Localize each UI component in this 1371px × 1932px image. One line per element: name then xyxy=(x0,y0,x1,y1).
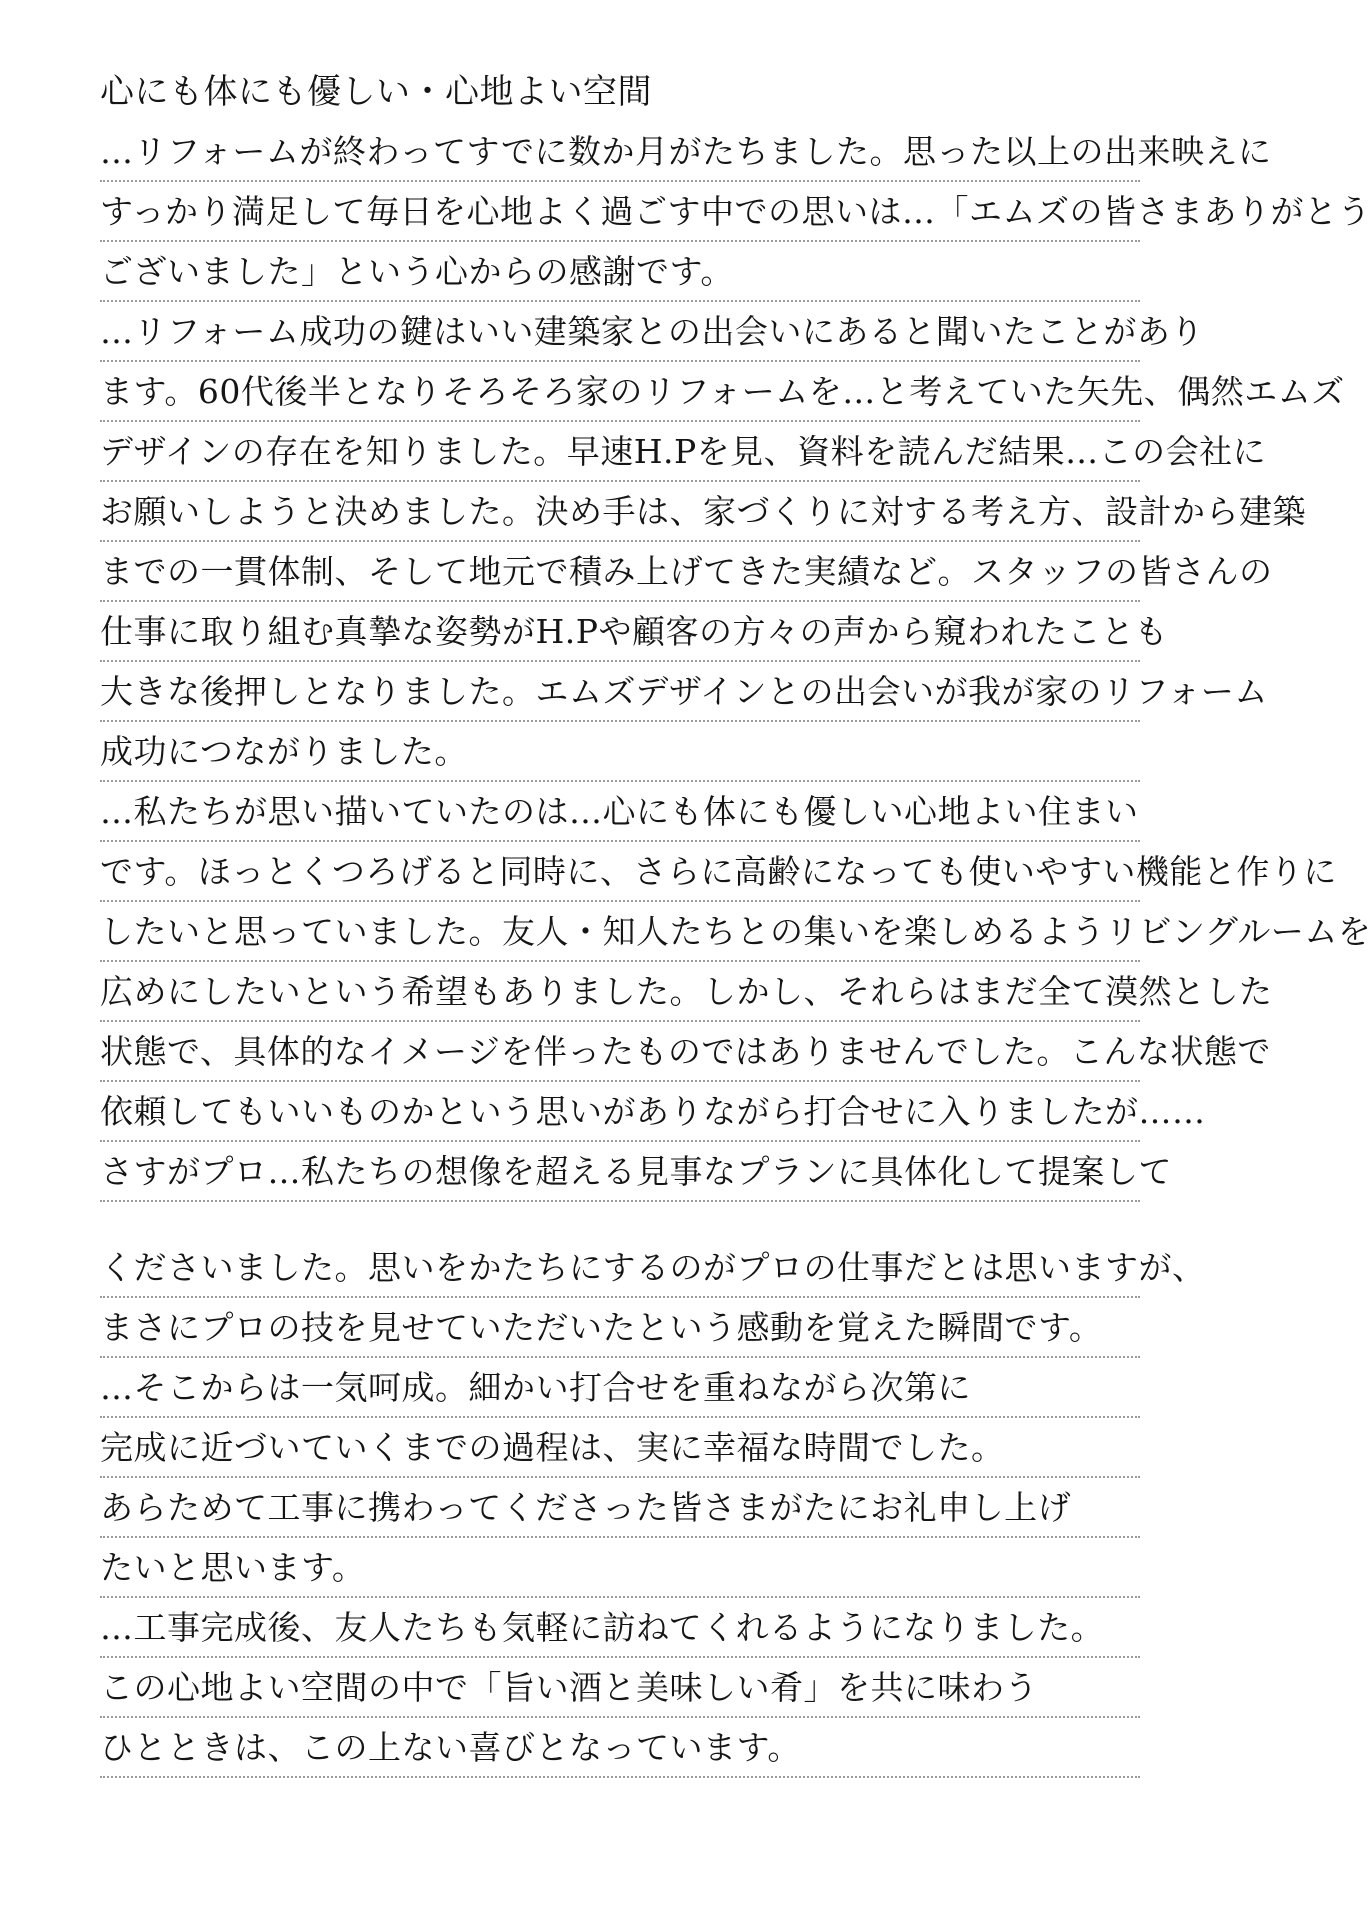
letter-line: ひとときは、この上ない喜びとなっています。 xyxy=(100,1718,1140,1778)
letter-line: したいと思っていました。友人・知人たちとの集いを楽しめるようリビングルームを xyxy=(100,902,1140,962)
letter-line: です。ほっとくつろげると同時に、さらに高齢になっても使いやすい機能と作りに xyxy=(100,842,1140,902)
letter-line: まさにプロの技を見せていただいたという感動を覚えた瞬間です。 xyxy=(100,1298,1140,1358)
letter-line: までの一貫体制、そして地元で積み上げてきた実績など。スタッフの皆さんの xyxy=(100,542,1140,602)
letter-line: 状態で、具体的なイメージを伴ったものではありませんでした。こんな状態で xyxy=(100,1022,1140,1082)
letter-line: あらためて工事に携わってくださった皆さまがたにお礼申し上げ xyxy=(100,1478,1140,1538)
letter-line: さすがプロ…私たちの想像を超える見事なプランに具体化して提案して xyxy=(100,1142,1140,1202)
letter-line: 仕事に取り組む真摯な姿勢がH.Pや顧客の方々の声から窺われたことも xyxy=(100,602,1140,662)
letter-line: ございました」という心からの感謝です。 xyxy=(100,242,1140,302)
letter-line: くださいました。思いをかたちにするのがプロの仕事だとは思いますが、 xyxy=(100,1238,1140,1298)
letter-line: …工事完成後、友人たちも気軽に訪ねてくれるようになりました。 xyxy=(100,1598,1140,1658)
letter-line: …私たちが思い描いていたのは…心にも体にも優しい心地よい住まい xyxy=(100,782,1140,842)
letter-line: …リフォームが終わってすでに数か月がたちました。思った以上の出来映えに xyxy=(100,122,1140,182)
letter-line: お願いしようと決めました。決め手は、家づくりに対する考え方、設計から建築 xyxy=(100,482,1140,542)
letter-line: すっかり満足して毎日を心地よく過ごす中での思いは…「エムズの皆さまありがとう xyxy=(100,182,1140,242)
letter-line: たいと思います。 xyxy=(100,1538,1140,1598)
letter-section-two xyxy=(100,1238,1206,1778)
letter-section-one xyxy=(100,62,1371,1202)
letter-title: 心にも体にも優しい・心地よい空間 xyxy=(100,72,652,112)
letter-line: …そこからは一気呵成。細かい打合せを重ねながら次第に xyxy=(100,1358,1140,1418)
letter-line: デザインの存在を知りました。早速H.Pを見、資料を読んだ結果…この会社に xyxy=(100,422,1140,482)
letter-line: 大きな後押しとなりました。エムズデザインとの出会いが我が家のリフォーム xyxy=(100,662,1140,722)
letter-line: 広めにしたいという希望もありました。しかし、それらはまだ全て漠然とした xyxy=(100,962,1140,1022)
letter-line: 依頼してもいいものかという思いがありながら打合せに入りましたが…… xyxy=(100,1082,1140,1142)
letter-line: ます。60代後半となりそろそろ家のリフォームを…と考えていた矢先、偶然エムズ xyxy=(100,362,1140,422)
letter-line: 成功につながりました。 xyxy=(100,722,1140,782)
letter-line: この心地よい空間の中で「旨い酒と美味しい肴」を共に味わう xyxy=(100,1658,1140,1718)
letter-line: …リフォーム成功の鍵はいい建築家との出会いにあると聞いたことがあり xyxy=(100,302,1140,362)
letter-line: 完成に近づいていくまでの過程は、実に幸福な時間でした。 xyxy=(100,1418,1140,1478)
